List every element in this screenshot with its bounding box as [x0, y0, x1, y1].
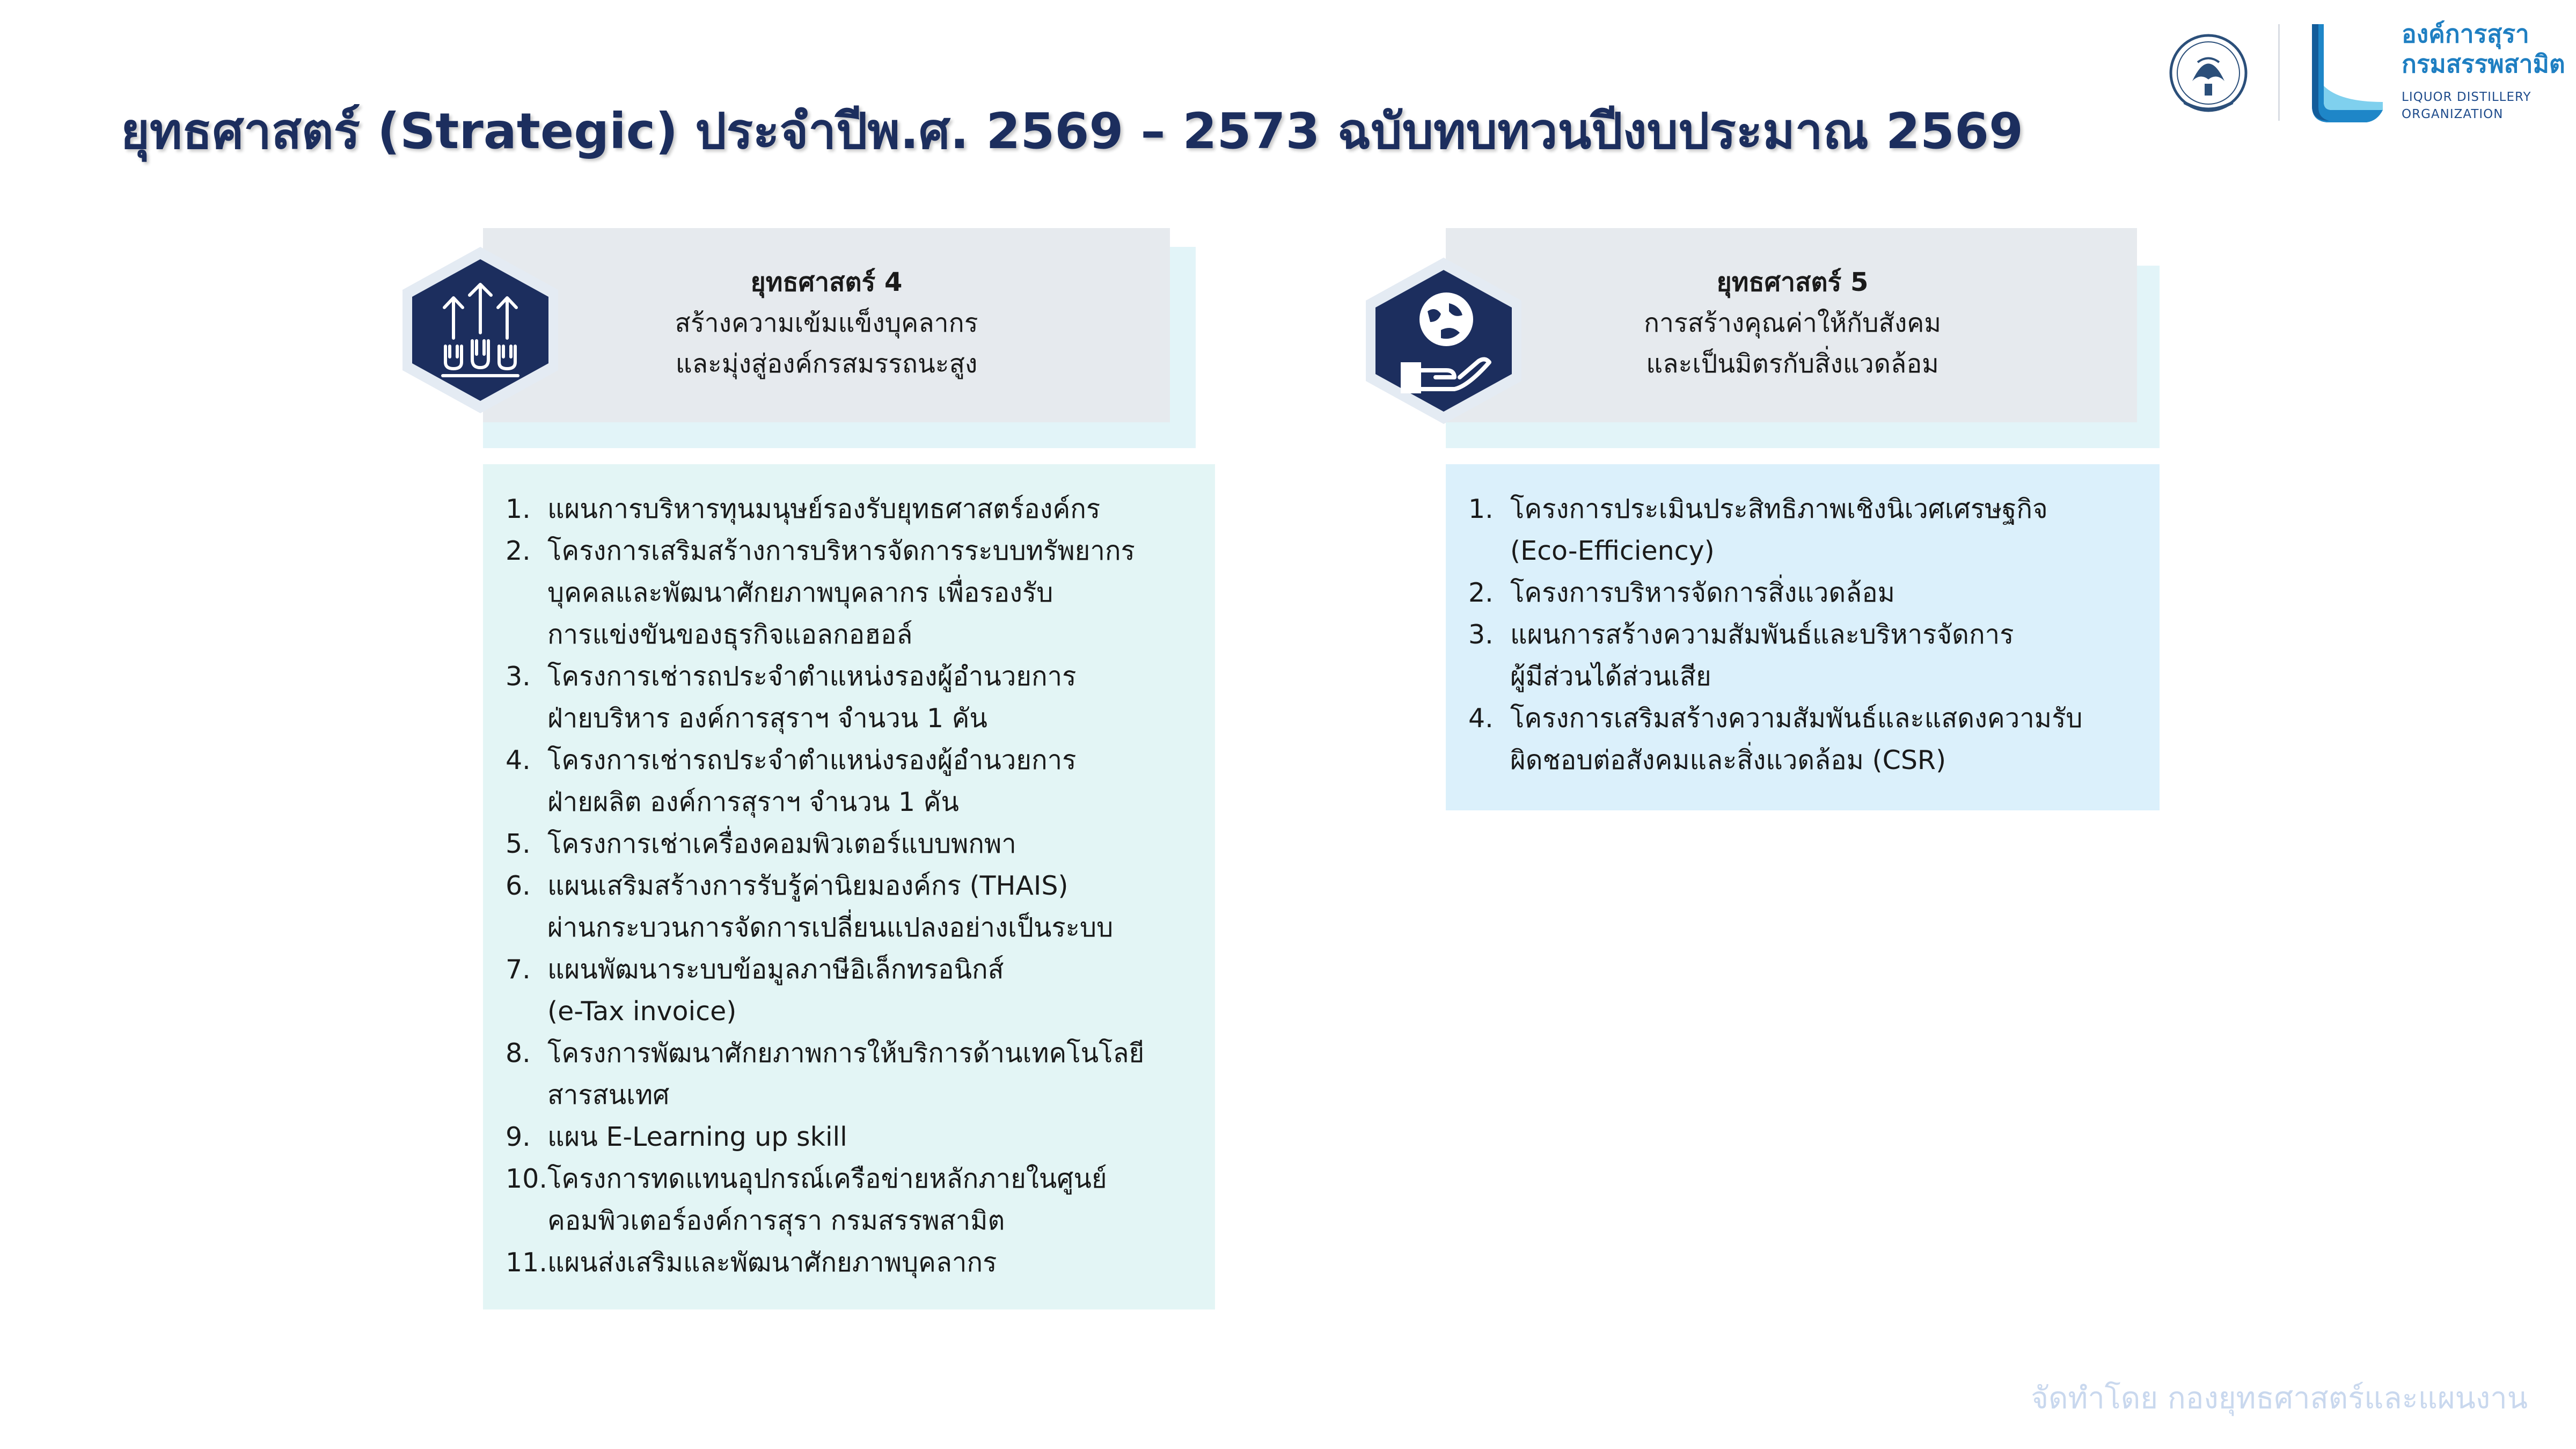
strategy4-line2: และมุ่งสู่องค์กรสมรรถนะสูง: [675, 349, 978, 379]
list-item-text: [547, 740, 1144, 823]
logo-name-english-line2: ORGANIZATION: [2402, 107, 2504, 121]
list-item-line: ฝ่ายผลิต องค์การสุราฯ จำนวน 1 คัน: [547, 787, 959, 817]
strategy5-line2: และเป็นมิตรกับสิ่งแวดล้อม: [1646, 349, 1939, 379]
list-item-line: โครงการเช่าเครื่องคอมพิวเตอร์แบบพกพา: [547, 829, 1016, 859]
list-item-line: ผู้มีส่วนได้ส่วนเสีย: [1510, 661, 1711, 692]
strategy5-hexagon: [1360, 255, 1527, 427]
list-item-text: [547, 1033, 1144, 1116]
logo-name-english: [2402, 89, 2531, 123]
list-item-text: [1510, 572, 2083, 614]
list-item-line: โครงการเสริมสร้างความสัมพันธ์และแสดงความรับ: [1510, 703, 2083, 734]
excise-department-seal-icon: [2168, 30, 2249, 121]
list-item-text: [547, 1242, 1144, 1284]
list-item: [506, 530, 1144, 656]
list-item-text: [547, 656, 1144, 740]
list-item: [506, 1158, 1144, 1242]
list-item-number: 2.: [506, 536, 531, 566]
list-item: [506, 1242, 1144, 1284]
list-item-line: สารสนเทศ: [547, 1080, 670, 1110]
logo-name-thai: [2402, 19, 2565, 79]
list-item-line: โครงการบริหารจัดการสิ่งแวดล้อม: [1510, 577, 1895, 608]
strategy4-heading: ยุทธศาสตร์ 4: [750, 267, 903, 297]
list-item-text: [1510, 614, 2083, 698]
list-item-line: แผนการบริหารทุนมนุษย์รองรับยุทธศาสตร์องค์กร: [547, 494, 1101, 524]
list-item-number: 7.: [506, 954, 531, 985]
list-item-number: 9.: [506, 1122, 531, 1152]
strategy5-heading: ยุทธศาสตร์ 5: [1716, 267, 1869, 297]
list-item: [506, 488, 1144, 530]
strategy5-line1: การสร้างคุณค่าให้กับสังคม: [1643, 308, 1942, 338]
strategy4-hexagon: [397, 244, 564, 416]
list-item-number: 1.: [1468, 494, 1494, 524]
list-item-line: คอมพิวเตอร์องค์การสุรา กรมสรรพสามิต: [547, 1205, 1005, 1236]
list-item: [506, 1033, 1144, 1116]
list-item: [506, 656, 1144, 740]
list-item-text: [547, 1158, 1144, 1242]
strategy5-title-block: [1503, 262, 2082, 384]
list-item-line: แผนการสร้างความสัมพันธ์และบริหารจัดการ: [1510, 619, 2014, 650]
list-item-text: [547, 823, 1144, 865]
list-item-line: (e-Tax invoice): [547, 996, 737, 1027]
list-item-line: แผนพัฒนาระบบข้อมูลภาษีอิเล็กทรอนิกส์: [547, 954, 1004, 985]
list-item-text: [547, 949, 1144, 1033]
list-item-text: [547, 530, 1144, 656]
logo-name-thai-line1: องค์การสุรา: [2402, 19, 2529, 48]
strategy4-line1: สร้างความเข้มแข็งบุคลากร: [675, 308, 978, 338]
list-item-line: โครงการเช่ารถประจำตำแหน่งรองผู้อำนวยการ: [547, 745, 1077, 775]
list-item-line: โครงการทดแทนอุปกรณ์เครือข่ายหลักภายในศูนย์: [547, 1163, 1107, 1194]
list-item-line: โครงการเสริมสร้างการบริหารจัดการระบบทรัพยากร: [547, 536, 1135, 566]
list-item-number: 8.: [506, 1038, 531, 1069]
list-item-number: 3.: [506, 661, 531, 692]
list-item-number: 10.: [506, 1163, 547, 1194]
logo-divider: [2278, 24, 2280, 121]
list-item-line: ผ่านกระบวนการจัดการเปลี่ยนแปลงอย่างเป็นระบบ: [547, 912, 1114, 943]
list-item-text: [547, 1116, 1144, 1158]
strategy4-project-list: [483, 464, 1215, 1309]
list-item-number: 1.: [506, 494, 531, 524]
list-item: [506, 1116, 1144, 1158]
list-item-number: 11.: [506, 1247, 547, 1278]
list-item: [1468, 698, 2083, 781]
footer-credit: จัดทำโดย กองยุทธศาสตร์และแผนงาน: [2031, 1381, 2528, 1416]
list-item-text: [547, 488, 1144, 530]
list-item-line: (Eco-Efficiency): [1510, 536, 1715, 566]
page-title: ยุทธศาสตร์ (Strategic) ประจำปีพ.ศ. 2569 – 2573 ฉบับทบทวนปีงบประมาณ 2569: [121, 103, 2023, 160]
list-item-line: ฝ่ายบริหาร องค์การสุราฯ จำนวน 1 คัน: [547, 703, 987, 734]
list-item-text: [1510, 488, 2083, 572]
list-item-line: ผิดชอบต่อสังคมและสิ่งแวดล้อม (CSR): [1510, 745, 1946, 775]
strategy5-project-list: [1446, 464, 2160, 810]
list-item: [506, 949, 1144, 1033]
list-item: [506, 865, 1144, 949]
list-item-line: การแข่งขันของธุรกิจแอลกอฮอล์: [547, 619, 913, 650]
logo-name-thai-line2: กรมสรรพสามิต: [2402, 49, 2565, 78]
list-item-line: โครงการประเมินประสิทธิภาพเชิงนิเวศเศรษฐกิจ: [1510, 494, 2048, 524]
list-item-line: แผนส่งเสริมและพัฒนาศักยภาพบุคลากร: [547, 1247, 997, 1278]
list-item-line: แผนเสริมสร้างการรับรู้ค่านิยมองค์กร (THAIS): [547, 870, 1069, 901]
list-item: [506, 823, 1144, 865]
list-item-number: 6.: [506, 870, 531, 901]
list-item: [1468, 488, 2083, 572]
list-item-number: 5.: [506, 829, 531, 859]
list-item-number: 2.: [1468, 577, 1494, 608]
list-item-number: 3.: [1468, 619, 1494, 650]
list-item-line: บุคคลและพัฒนาศักยภาพบุคลากร เพื่อรองรับ: [547, 577, 1053, 608]
list-item-number: 4.: [506, 745, 531, 775]
list-item-text: [1510, 698, 2083, 781]
list-item-text: [547, 865, 1144, 949]
list-item: [506, 740, 1144, 823]
strategy4-title-block: [537, 262, 1116, 384]
list-item-number: 4.: [1468, 703, 1494, 734]
list-item-line: โครงการพัฒนาศักยภาพการให้บริการด้านเทคโนโลยี: [547, 1038, 1145, 1069]
list-item: [1468, 572, 2083, 614]
liquor-distillery-l-mark-icon: [2302, 21, 2388, 123]
logo-name-english-line1: LIQUOR DISTILLERY: [2402, 90, 2531, 104]
list-item-line: แผน E-Learning up skill: [547, 1122, 847, 1152]
list-item: [1468, 614, 2083, 698]
list-item-line: โครงการเช่ารถประจำตำแหน่งรองผู้อำนวยการ: [547, 661, 1077, 692]
